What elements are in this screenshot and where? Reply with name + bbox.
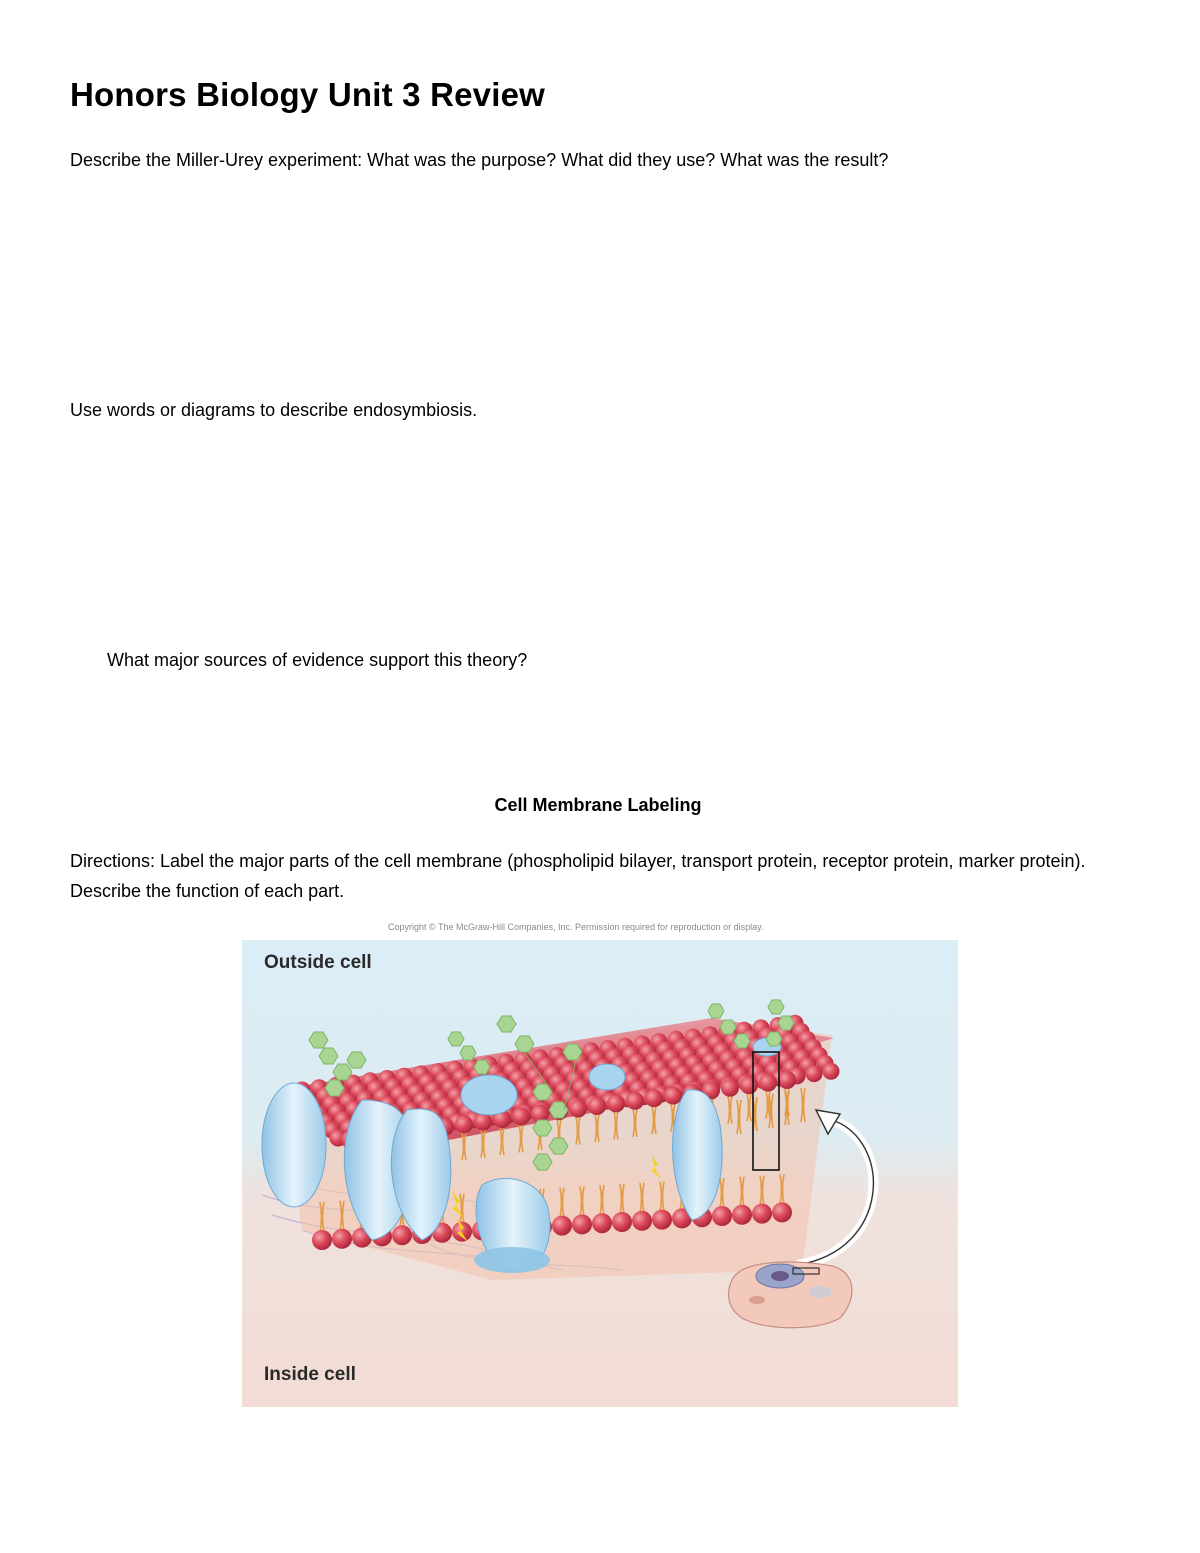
- phospholipid-head: [740, 1076, 758, 1094]
- phospholipid-head: [752, 1204, 772, 1224]
- marker-protein-top: [589, 1064, 625, 1090]
- phospholipid-head: [645, 1089, 663, 1107]
- phospholipid-head: [772, 1202, 792, 1222]
- phospholipid-head: [572, 1214, 592, 1234]
- phospholipid-head: [732, 1205, 752, 1225]
- phospholipid-head: [806, 1065, 823, 1082]
- cell-membrane-illustration: [242, 940, 958, 1407]
- phospholipid-head: [712, 1206, 732, 1226]
- phospholipid-head: [607, 1094, 625, 1112]
- phospholipid-head: [823, 1063, 840, 1080]
- document-title: Honors Biology Unit 3 Review: [70, 76, 545, 113]
- phospholipid-head: [455, 1115, 473, 1133]
- phospholipid-head: [512, 1107, 530, 1125]
- phospholipid-head: [592, 1213, 612, 1233]
- phospholipid-head: [721, 1079, 739, 1097]
- whole-cell: [729, 1262, 852, 1328]
- phospholipid-head: [632, 1211, 652, 1231]
- phospholipid-head: [612, 1212, 632, 1232]
- cell-membrane-figure: [242, 940, 958, 1407]
- inside-cell-label: Inside cell: [264, 1364, 356, 1385]
- phospholipid-head: [552, 1216, 572, 1236]
- question-miller-urey: Describe the Miller-Urey experiment: What was the purpose? What did they use? What was the result?: [70, 150, 889, 170]
- phospholipid-head: [652, 1210, 672, 1230]
- phospholipid-head: [759, 1074, 777, 1092]
- outside-cell-label: Outside cell: [264, 952, 372, 973]
- question-endosymbiosis: Use words or diagrams to describe endosymbiosis.: [70, 400, 478, 420]
- phospholipid-head: [569, 1100, 587, 1118]
- phospholipid-head: [778, 1071, 796, 1089]
- phospholipid-head: [332, 1229, 352, 1249]
- phospholipid-head: [664, 1087, 682, 1105]
- peripheral-protein-bottom: [474, 1247, 550, 1273]
- phospholipid-head: [312, 1230, 332, 1250]
- phospholipid-head: [588, 1097, 606, 1115]
- transport-protein-left: [262, 1083, 326, 1207]
- peripheral-protein-top: [461, 1075, 517, 1115]
- phospholipid-head: [452, 1222, 472, 1242]
- phospholipid-head: [626, 1092, 644, 1110]
- section-title: Cell Membrane Labeling: [494, 795, 702, 815]
- question-evidence: What major sources of evidence support this theory?: [107, 650, 528, 670]
- figure-copyright: Copyright © The McGraw-Hill Companies, Inc. Permission required for reproduction or display.: [388, 922, 764, 932]
- phospholipid-head: [392, 1225, 412, 1245]
- directions-text: Directions: Label the major parts of the cell membrane (phospholipid bilayer, transport protein, receptor protein, marker protein). Describe the function of each part.: [70, 851, 1086, 901]
